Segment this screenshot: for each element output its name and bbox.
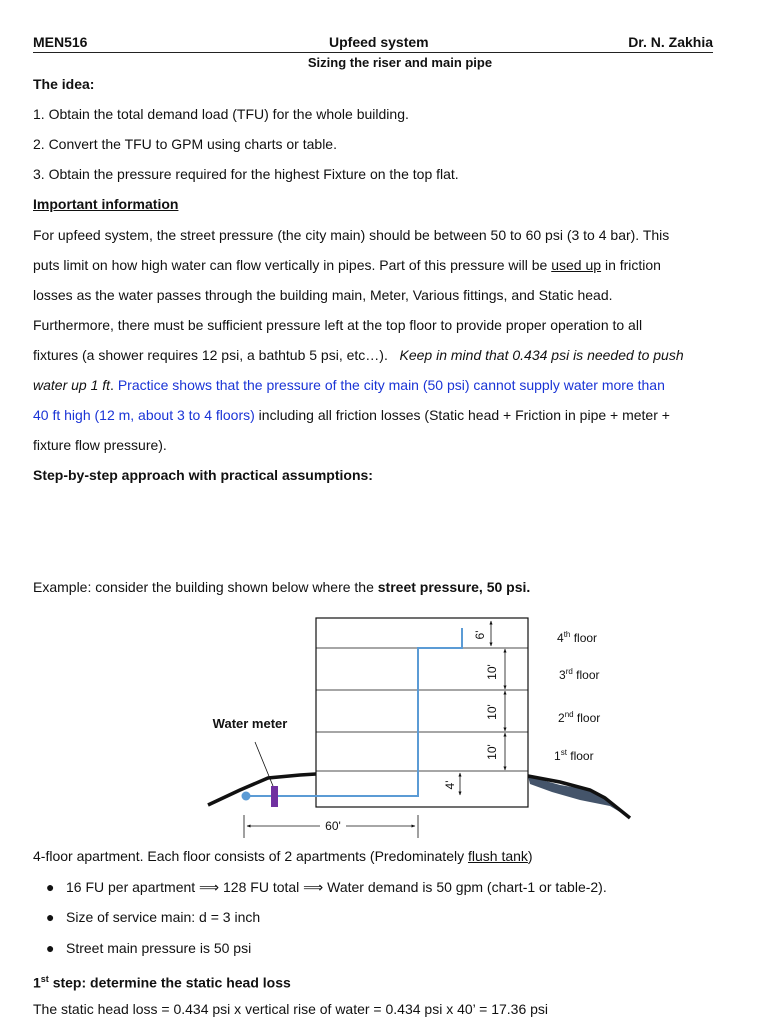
apartment-underlined: flush tank: [467, 848, 528, 864]
step-sup: st: [40, 974, 49, 984]
dim-label-4ft: 4': [443, 780, 457, 790]
info-line-8: fixture flow pressure).: [33, 437, 167, 453]
step-text: step: determine the static head loss: [48, 974, 291, 991]
bullet-1: 16 FU per apartment ⟹ 128 FU total ⟹ Water demand is 50 gpm (chart-1 or table-2).: [66, 879, 607, 895]
step1-formula: The static head loss = 0.434 psi x vertical rise of water = 0.434 psi x 40’ = 17.36 psi: [33, 1001, 549, 1017]
floor-label-1: [554, 748, 594, 763]
floor-label-2: [558, 710, 600, 725]
header-author: Dr. N. Zakhia: [628, 34, 713, 50]
floor-label-4: [557, 630, 597, 645]
floor-label-3: [559, 667, 600, 682]
bullet-2: Size of service main: d = 3 inch: [66, 909, 261, 925]
info-text: in friction: [601, 257, 661, 273]
apartment-text: 4-floor apartment. Each floor consists of 2 apartments (Predominately: [33, 848, 468, 864]
idea-step-2: 2. Convert the TFU to GPM using charts or table.: [33, 136, 337, 152]
dim-label-10ft-a: 10': [485, 664, 499, 680]
floor-sup: st: [560, 748, 567, 757]
dim-label-60ft: 60': [325, 819, 341, 833]
info-text: fixtures (a shower requires 12 psi, a bathtub 5 psi, etc…).: [33, 347, 400, 363]
example-text: Example: consider the building shown below where the: [33, 579, 378, 595]
bullet-dot: ●: [46, 909, 55, 925]
floor-num: 3: [559, 668, 566, 682]
bullet-dot: ●: [46, 879, 55, 895]
info-italic: Keep in mind that 0.434 psi is needed to push: [399, 347, 684, 363]
step1-heading: [33, 970, 291, 992]
floor-num: 2: [558, 711, 565, 725]
floor-num: 1: [554, 749, 561, 763]
course-code: MEN516: [33, 34, 88, 50]
idea-heading: The idea:: [33, 76, 95, 92]
apartment-text: ): [527, 848, 533, 864]
info-italic: water up 1 ft: [33, 377, 111, 393]
water-meter-label: Water meter: [212, 716, 288, 731]
ground-left: [208, 774, 316, 805]
info-blue-text: Practice shows that the pressure of the city main (50 psi) cannot supply water more than: [117, 377, 665, 393]
dim-label-6ft: 6': [473, 630, 487, 640]
dim-label-10ft-c: 10': [485, 744, 499, 760]
info-text: .: [110, 377, 118, 393]
floor-word: floor: [570, 631, 598, 645]
floor-word: floor: [566, 749, 594, 763]
info-line-1: For upfeed system, the street pressure (the city main) should be between 50 to 60 psi (3 to 4 bar). This: [33, 227, 670, 243]
info-text: puts limit on how high water can flow vertically in pipes. Part of this pressure will be: [33, 257, 552, 273]
info-blue-text: 40 ft high (12 m, about 3 to 4 floors): [33, 407, 255, 423]
header-topic: Upfeed system: [329, 34, 429, 50]
info-line-4: Furthermore, there must be sufficient pressure left at the top floor to provide proper operation to all: [33, 317, 643, 333]
water-meter-symbol: [271, 786, 278, 807]
info-text: including all friction losses (Static head + Friction in pipe + meter +: [254, 407, 670, 423]
info-underlined: used up: [551, 257, 602, 273]
dim-label-10ft-b: 10': [485, 704, 499, 720]
apartment-line: [33, 847, 533, 865]
floor-word: floor: [573, 711, 601, 725]
floor-sup: th: [563, 630, 571, 639]
bullet-dot: ●: [46, 940, 55, 956]
floor-sup: rd: [565, 667, 573, 676]
idea-step-3: 3. Obtain the pressure required for the highest Fixture on the top flat.: [33, 166, 459, 182]
approach-heading: Step-by-step approach with practical assumptions:: [33, 467, 373, 483]
floor-sup: nd: [564, 710, 574, 719]
info-line-3: losses as the water passes through the building main, Meter, Various fittings, and Static head.: [33, 287, 613, 303]
example-bold: street pressure, 50 psi.: [377, 579, 531, 595]
bullet-3: Street main pressure is 50 psi: [66, 940, 252, 956]
floor-num: 4: [557, 631, 564, 645]
step-num: 1: [33, 974, 41, 991]
street-main-connection: [242, 792, 251, 801]
idea-step-1: 1. Obtain the total demand load (TFU) for the whole building.: [33, 106, 409, 122]
info-heading: Important information: [33, 196, 179, 212]
document-subtitle: Sizing the riser and main pipe: [307, 55, 493, 70]
floor-word: floor: [572, 668, 600, 682]
ground-right-fill: [528, 776, 630, 818]
